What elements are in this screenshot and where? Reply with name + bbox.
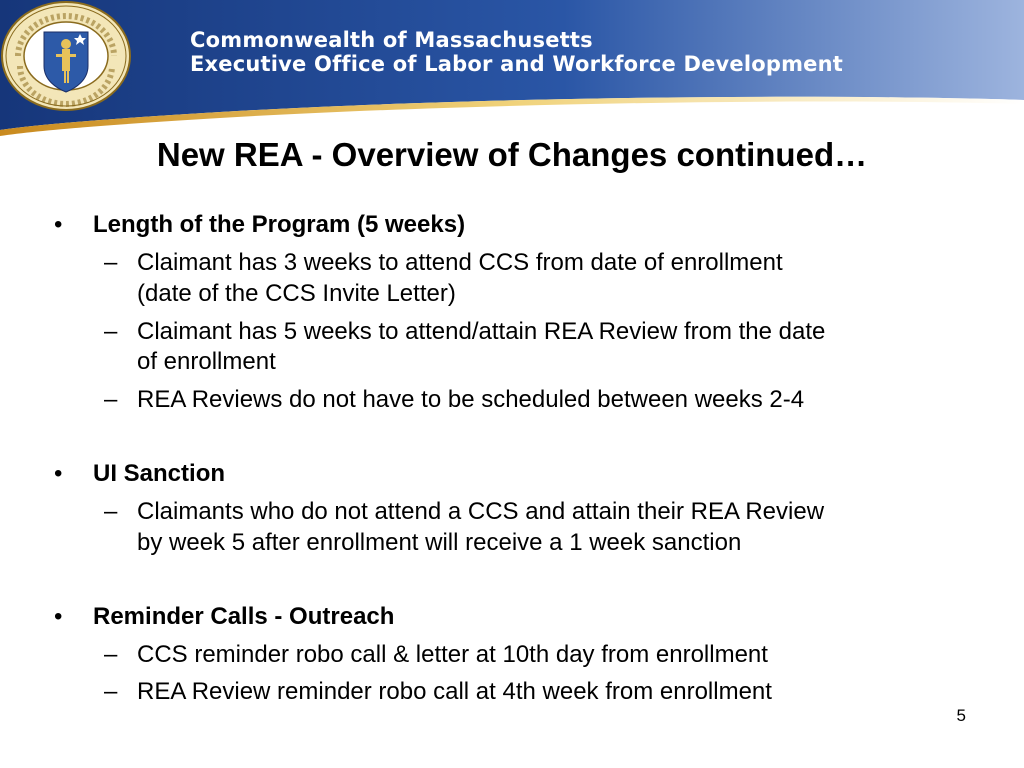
- bullet-icon: •: [54, 603, 63, 630]
- list-item-line: of enrollment: [137, 348, 276, 375]
- dash-icon: –: [104, 249, 118, 276]
- organization-name: Commonwealth of Massachusetts: [190, 28, 593, 52]
- bullet-icon: •: [54, 460, 63, 487]
- list-item-line: REA Reviews do not have to be scheduled between weeks 2-4: [137, 386, 805, 413]
- dash-icon: –: [104, 318, 118, 345]
- dash-icon: –: [104, 386, 118, 413]
- dash-icon: –: [104, 641, 118, 668]
- list-item-line: Claimant has 5 weeks to attend/attain REA Review from the date: [137, 318, 826, 345]
- organization-department: Executive Office of Labor and Workforce Development: [190, 52, 844, 76]
- list-item-line: Claimants who do not attend a CCS and attain their REA Review: [137, 498, 825, 525]
- bullet-icon: •: [54, 211, 63, 238]
- slide-title: New REA - Overview of Changes continued…: [156, 136, 868, 173]
- list-item-line: REA Review reminder robo call at 4th week from enrollment: [137, 678, 772, 705]
- dash-icon: –: [104, 678, 118, 705]
- list-item-line: Claimant has 3 weeks to attend CCS from date of enrollment: [137, 249, 783, 276]
- page-number: 5: [956, 706, 966, 725]
- section-heading: Reminder Calls - Outreach: [93, 603, 395, 630]
- section-heading: UI Sanction: [93, 460, 226, 487]
- dash-icon: –: [104, 498, 118, 525]
- list-item-line: CCS reminder robo call & letter at 10th day from enrollment: [137, 641, 768, 668]
- section-heading: Length of the Program (5 weeks): [93, 211, 466, 238]
- list-item-line: by week 5 after enrollment will receive a 1 week sanction: [137, 529, 742, 556]
- list-item-line: (date of the CCS Invite Letter): [137, 280, 456, 307]
